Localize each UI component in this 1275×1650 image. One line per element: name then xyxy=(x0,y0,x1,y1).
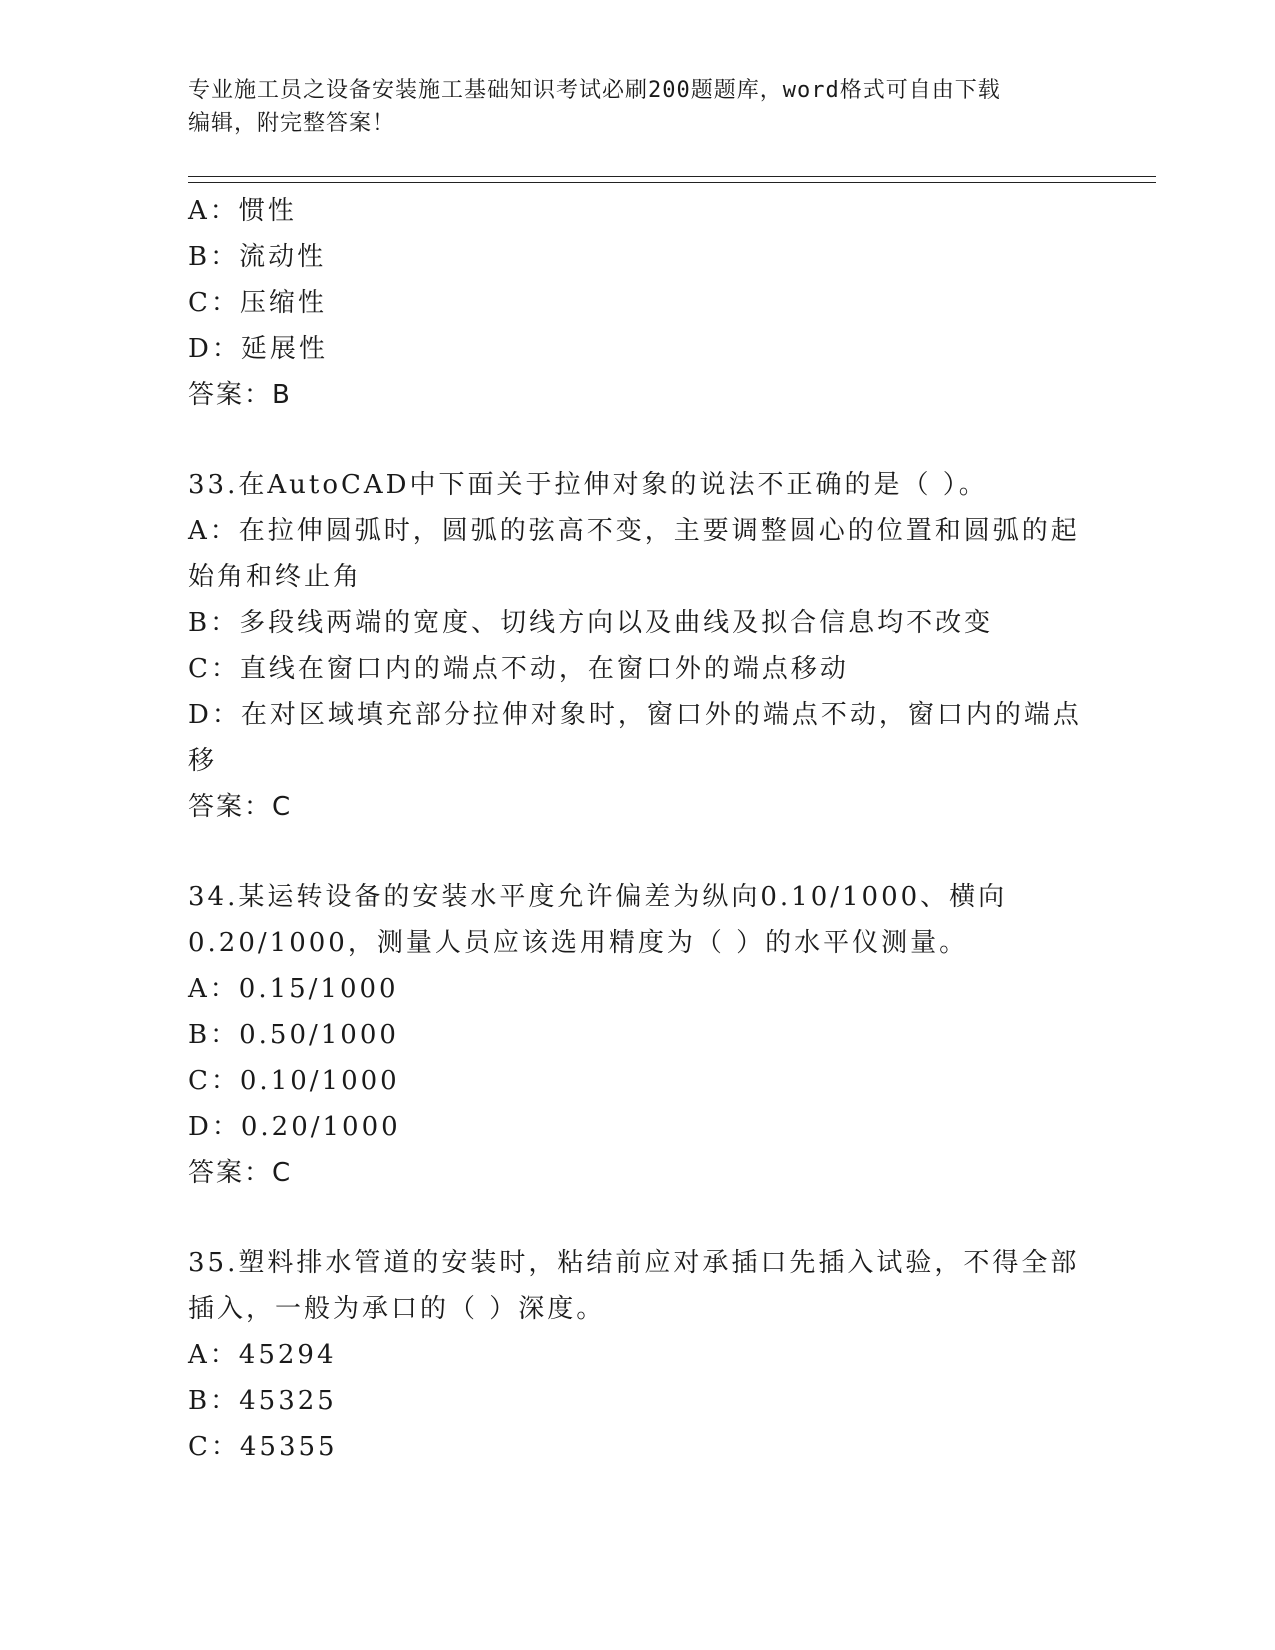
header-line-2: 编辑，附完整答案！ xyxy=(188,111,396,136)
option-d-line-2: 移 xyxy=(188,746,218,776)
header-rule-top xyxy=(188,176,1156,177)
answer: 答案：C xyxy=(188,1158,293,1188)
answer: 答案：C xyxy=(188,792,293,822)
option-c: C：45355 xyxy=(188,1432,338,1462)
option-d: D：延展性 xyxy=(188,334,328,364)
header-rule-bottom xyxy=(188,182,1156,183)
option-b: B：45325 xyxy=(188,1386,337,1416)
option-a-line-1: A：在拉伸圆弧时，圆弧的弦高不变，主要调整圆心的位置和圆弧的起 xyxy=(188,516,1080,546)
question-text-line-1: 34.某运转设备的安装水平度允许偏差为纵向0.10/1000、横向 xyxy=(188,882,1008,912)
header-line-1: 专业施工员之设备安装施工基础知识考试必刷200题题库，word格式可自由下载 xyxy=(188,78,1001,103)
option-c: C：0.10/1000 xyxy=(188,1066,400,1096)
question-text-line-2: 0.20/1000，测量人员应该选用精度为（ ）的水平仪测量。 xyxy=(188,928,969,958)
document-body xyxy=(188,188,1088,1470)
answer: 答案：B xyxy=(188,380,292,410)
option-a: A：惯性 xyxy=(188,196,297,226)
option-b: B：多段线两端的宽度、切线方向以及曲线及拟合信息均不改变 xyxy=(188,608,994,638)
question-35 xyxy=(188,1240,1088,1470)
option-d: D：0.20/1000 xyxy=(188,1112,401,1142)
option-c: C：压缩性 xyxy=(188,288,327,318)
option-a-line-2: 始角和终止角 xyxy=(188,562,363,592)
question-32 xyxy=(188,188,1088,418)
option-b: B：0.50/1000 xyxy=(188,1020,399,1050)
question-text-line-1: 35.塑料排水管道的安装时，粘结前应对承插口先插入试验，不得全部 xyxy=(188,1248,1080,1278)
option-b: B：流动性 xyxy=(188,242,327,272)
question-33 xyxy=(188,462,1088,830)
question-text-line-2: 插入，一般为承口的（ ）深度。 xyxy=(188,1294,606,1324)
question-34 xyxy=(188,874,1088,1196)
option-d-line-1: D：在对区域填充部分拉伸对象时，窗口外的端点不动，窗口内的端点 xyxy=(188,700,1082,730)
document-header xyxy=(188,74,1068,140)
option-a: A：45294 xyxy=(188,1340,337,1370)
option-c: C：直线在窗口内的端点不动，在窗口外的端点移动 xyxy=(188,654,849,684)
option-a: A：0.15/1000 xyxy=(188,974,399,1004)
question-text: 33.在AutoCAD中下面关于拉伸对象的说法不正确的是（ ）。 xyxy=(188,470,988,500)
